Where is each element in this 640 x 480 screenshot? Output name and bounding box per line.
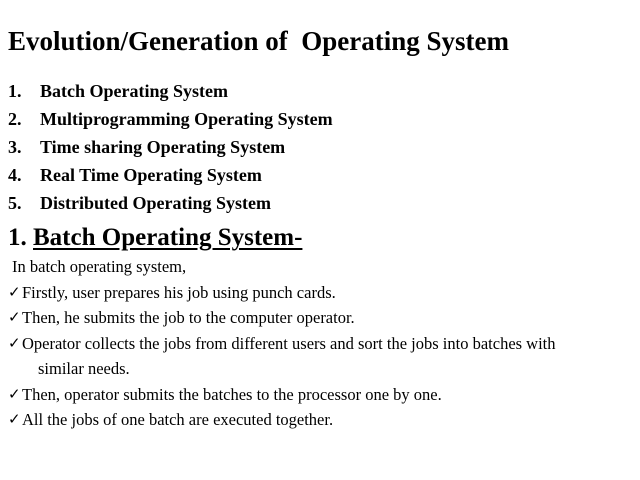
- check-mark-icon: ✓: [8, 384, 21, 403]
- bullet-item: [8, 305, 628, 331]
- topic-list-item: [8, 133, 333, 161]
- section-heading-text: Batch Operating System-: [33, 224, 303, 251]
- topic-list: [8, 77, 333, 217]
- bullet-text: Operator collects the jobs from different users and sort the jobs into batches with: [22, 333, 556, 353]
- topic-list-item: [8, 189, 333, 217]
- bullet-text: Then, he submits the job to the computer operator.: [22, 308, 355, 327]
- topic-label: Distributed Operating System: [40, 193, 271, 213]
- topic-list-item: [8, 105, 333, 133]
- bullet-text: Then, operator submits the batches to the processor one by one.: [22, 384, 442, 404]
- check-mark-icon: ✓: [8, 410, 21, 428]
- bullet-item: [8, 382, 628, 408]
- topic-number: 5.: [8, 193, 22, 213]
- check-mark-icon: ✓: [8, 308, 21, 326]
- topic-label: Real Time Operating System: [40, 165, 262, 185]
- check-mark-icon: ✓: [8, 282, 21, 301]
- check-mark-icon: ✓: [8, 333, 21, 352]
- section-number: 1.: [8, 224, 27, 251]
- bullet-text: All the jobs of one batch are executed together.: [22, 410, 334, 429]
- topic-list-item: [8, 161, 333, 189]
- topic-label: Batch Operating System: [40, 81, 228, 101]
- bullet-item: [8, 280, 628, 306]
- section-intro: In batch operating system,: [12, 257, 187, 276]
- topic-number: 1.: [8, 81, 22, 101]
- bullet-continuation: similar needs.: [38, 359, 130, 378]
- bullet-text: Firstly, user prepares his job using punch cards.: [22, 282, 336, 302]
- section-heading: [8, 222, 302, 254]
- topic-number: 3.: [8, 137, 22, 157]
- bullet-item: [8, 407, 628, 433]
- topic-list-item: [8, 77, 333, 105]
- topic-label: Time sharing Operating System: [40, 137, 286, 157]
- bullet-item: [8, 331, 628, 382]
- topic-label: Multiprogramming Operating System: [40, 109, 333, 129]
- slide-title: Evolution/Generation of Operating System: [8, 26, 509, 56]
- topic-number: 4.: [8, 165, 22, 185]
- topic-number: 2.: [8, 109, 22, 129]
- section-body: [8, 254, 628, 433]
